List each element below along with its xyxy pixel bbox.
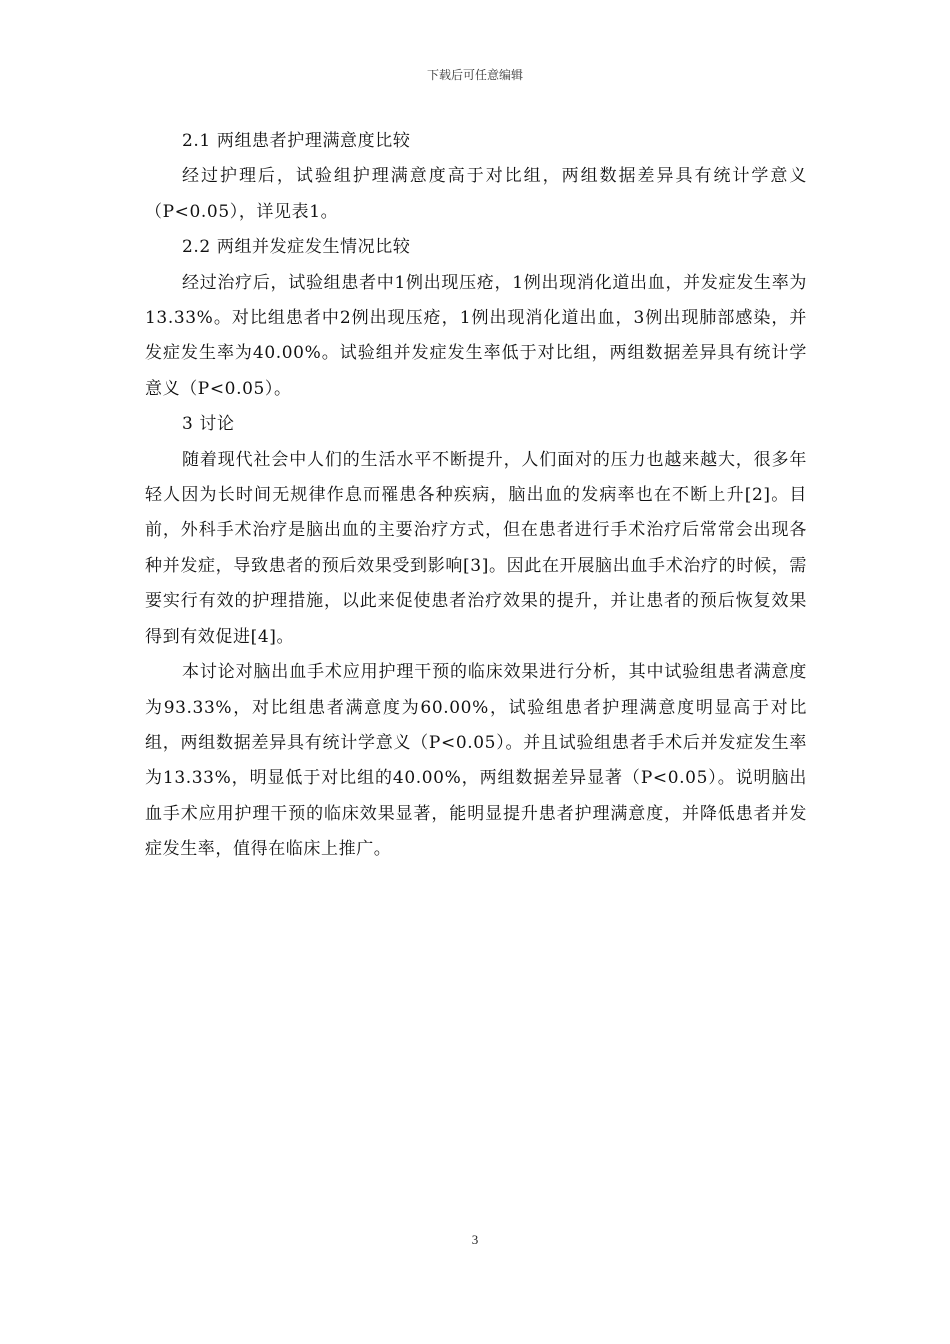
paragraph: 随着现代社会中人们的生活水平不断提升，人们面对的压力也越来越大，很多年轻人因为长时间无规律作息而罹患各种疾病，脑出血的发病率也在不断上升[2]。目前，外科手术治疗是脑出血的主要治疗方式，但在患者进行手术治疗后常常会出现各种并发症，导致患者的预后效果受到影响[3]。因此在开展脑出血手术治疗的时候，需要实行有效的护理措施，以此来促使患者治疗效果的提升，并让患者的预后恢复效果得到有效促进[4]。 [145, 449, 807, 647]
paragraph: 经过治疗后，试验组患者中1例出现压疮，1例出现消化道出血，并发症发生率为13.33%。对比组患者中2例出现压疮，1例出现消化道出血，3例出现肺部感染，并发症发生率为40.00%。试验组并发症发生率低于对比组，两组数据差异具有统计学意义（P<0.05）。 [145, 272, 807, 399]
section-heading-2-1: 2.1 两组患者护理满意度比较 [182, 131, 411, 151]
section-heading-3: 3 讨论 [182, 414, 235, 435]
document-body [145, 124, 807, 868]
page-header: 下载后可任意编辑 [426, 68, 523, 82]
page-number: 3 [471, 1232, 479, 1247]
section-heading-2-2: 2.2 两组并发症发生情况比较 [182, 237, 411, 258]
paragraph: 本讨论对脑出血手术应用护理干预的临床效果进行分析，其中试验组患者满意度为93.33%，对比组患者满意度为60.00%，试验组患者护理满意度明显高于对比组，两组数据差异具有统计学意义（P<0.05）。并且试验组患者手术后并发症发生率为13.33%，明显低于对比组的40.00%，两组数据差异显著（P<0.05）。说明脑出血手术应用护理干预的临床效果显著，能明显提升患者护理满意度，并降低患者并发症发生率，值得在临床上推广。 [145, 662, 807, 860]
paragraph: 经过护理后，试验组护理满意度高于对比组，两组数据差异具有统计学意义（P<0.05），详见表1。 [145, 166, 807, 222]
